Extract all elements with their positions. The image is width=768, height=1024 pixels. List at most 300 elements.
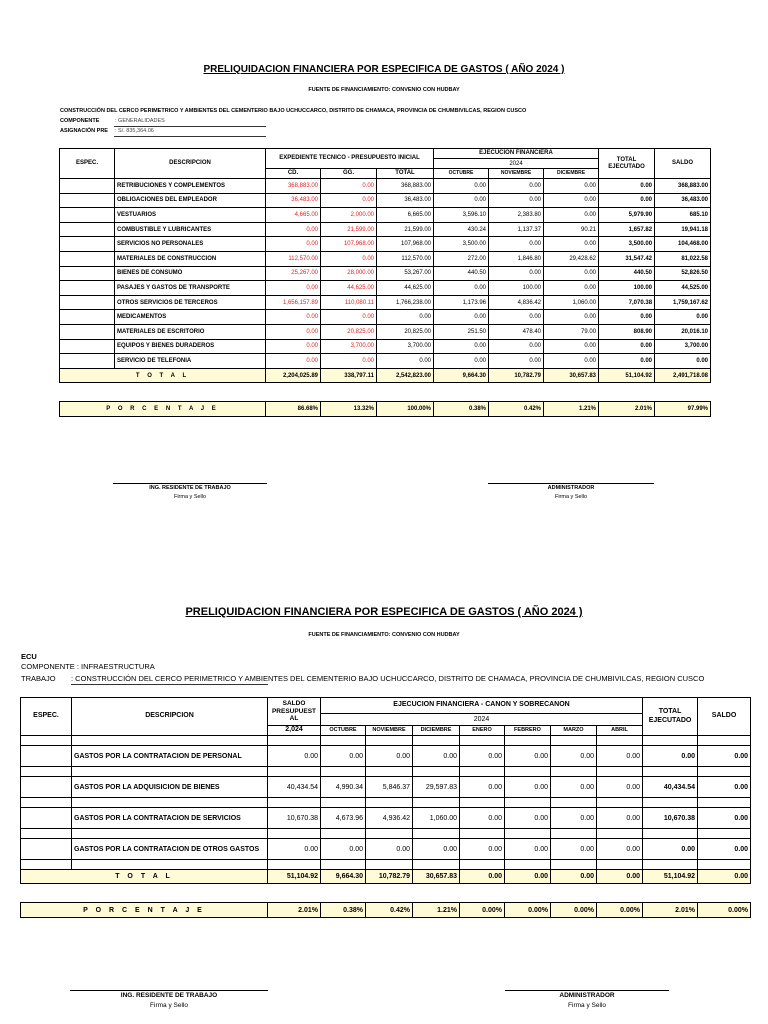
- spacer-cell: [413, 860, 460, 870]
- row-noviembre: 0.00: [489, 193, 544, 208]
- row-espec: [60, 310, 115, 325]
- row-diciembre: 0.00: [544, 208, 599, 223]
- doc2-total-label: T O T A L: [21, 870, 268, 884]
- row-enero: 0.00: [460, 839, 505, 860]
- row-espec: [60, 222, 115, 237]
- row-gg: 0.00: [321, 193, 377, 208]
- doc2-col-descripcion: DESCRIPCION: [72, 698, 268, 736]
- row-espec: [60, 324, 115, 339]
- row-octubre: 0.00: [434, 193, 489, 208]
- doc2-signature-left-line: [70, 990, 268, 991]
- spacer-cell: [597, 767, 643, 777]
- row-gg: 0.00: [321, 310, 377, 325]
- row-saldo-presupuestal: 40,434.54: [268, 777, 321, 798]
- doc2-trabajo: [21, 674, 704, 683]
- row-cd: 4,665.00: [266, 208, 321, 223]
- row-total-ejecutado: 440.50: [599, 266, 655, 281]
- row-octubre: 0.00: [434, 310, 489, 325]
- doc2-pct-abr: 0.00%: [597, 903, 643, 918]
- doc2-col-saldo-presupuestal: SALDO PRESUPUEST AL: [268, 698, 321, 726]
- row-espec: [60, 295, 115, 310]
- row-diciembre: 0.00: [413, 746, 460, 767]
- row-noviembre: 0.00: [489, 237, 544, 252]
- doc2-total-feb: 0.00: [505, 870, 551, 884]
- doc1-percent-row: [60, 402, 711, 417]
- row-noviembre: 4,836.42: [489, 295, 544, 310]
- row-descripcion: COMBUSTIBLE Y LUBRICANTES: [115, 222, 266, 237]
- row-noviembre: 0.00: [366, 746, 413, 767]
- doc1-funding: FUENTE DE FINANCIAMIENTO: CONVENIO CON HUDBAY: [308, 87, 460, 93]
- doc2-rows: [21, 736, 751, 870]
- row-marzo: 0.00: [551, 808, 597, 829]
- row-total: 1,766,238.00: [377, 295, 434, 310]
- row-gg: 0.00: [321, 179, 377, 194]
- spacer-cell: [460, 736, 505, 746]
- table-row: [21, 746, 751, 767]
- row-noviembre: 5,846.37: [366, 777, 413, 798]
- doc1-col-year: 2024: [434, 159, 599, 169]
- row-diciembre: 0.00: [544, 193, 599, 208]
- row-total: 0.00: [377, 310, 434, 325]
- spacer-cell: [698, 767, 751, 777]
- spacer-cell: [460, 767, 505, 777]
- doc1-asignacion-value: : S/. 835,364.06: [115, 128, 154, 134]
- row-octubre: 430.24: [434, 222, 489, 237]
- row-saldo: 19,941.18: [655, 222, 711, 237]
- row-saldo: 368,883.00: [655, 179, 711, 194]
- row-octubre: 3,500.00: [434, 237, 489, 252]
- row-cd: 25,267.00: [266, 266, 321, 281]
- row-total: 53,267.00: [377, 266, 434, 281]
- doc1-signature-left-sub: Firma y Sello: [173, 494, 207, 500]
- doc1-signature-right-sub: Firma y Sello: [554, 494, 588, 500]
- spacer-cell: [505, 798, 551, 808]
- doc2-col-abril: ABRIL: [597, 726, 643, 736]
- doc2-title: PRELIQUIDACION FINANCIERA POR ESPECIFICA DE GASTOS ( AÑO 2024 ): [185, 606, 583, 618]
- spacer-cell: [413, 829, 460, 839]
- row-gg: 107,968.00: [321, 237, 377, 252]
- row-espec: [60, 251, 115, 266]
- row-diciembre: 79.00: [544, 324, 599, 339]
- row-total: 0.00: [377, 354, 434, 369]
- doc2-pct-feb: 0.00%: [505, 903, 551, 918]
- row-espec: [60, 266, 115, 281]
- row-noviembre: 2,383.80: [489, 208, 544, 223]
- row-febrero: 0.00: [505, 839, 551, 860]
- doc1-percent-table: [59, 401, 711, 417]
- doc1-pct-nov: 0.42%: [489, 402, 544, 417]
- doc2-signature-left: [70, 990, 268, 1009]
- table-row: [21, 839, 751, 860]
- row-descripcion: BIENES DE CONSUMO: [115, 266, 266, 281]
- row-noviembre: 478.40: [489, 324, 544, 339]
- row-saldo: 0.00: [698, 746, 751, 767]
- row-espec: [60, 179, 115, 194]
- row-enero: 0.00: [460, 777, 505, 798]
- row-total-ejecutado: 0.00: [599, 193, 655, 208]
- row-abril: 0.00: [597, 777, 643, 798]
- row-gg: 110,080.11: [321, 295, 377, 310]
- doc1-signature-right-line: [488, 483, 654, 484]
- doc1-componente: [60, 118, 165, 124]
- row-descripcion: PASAJES Y GASTOS DE TRANSPORTE: [115, 281, 266, 296]
- row-cd: 36,483.00: [266, 193, 321, 208]
- row-octubre: 4,990.34: [321, 777, 366, 798]
- row-descripcion: GASTOS POR LA ADQUISICION DE BIENES: [72, 777, 268, 798]
- doc2-col-year: 2024: [321, 714, 643, 726]
- spacer-row: [21, 798, 751, 808]
- row-noviembre: 0.00: [489, 354, 544, 369]
- row-octubre: 0.00: [434, 281, 489, 296]
- doc1-total-gg: 338,797.11: [321, 368, 377, 383]
- doc1-col-total: TOTAL: [377, 169, 434, 179]
- row-descripcion: MATERIALES DE CONSTRUCCION: [115, 251, 266, 266]
- doc2-col-febrero: FEBRERO: [505, 726, 551, 736]
- doc1-pct-dic: 1.21%: [544, 402, 599, 417]
- row-total: 44,625.00: [377, 281, 434, 296]
- row-diciembre: 1,060.00: [544, 295, 599, 310]
- spacer-cell: [643, 829, 698, 839]
- doc1-col-octubre: OCTUBRE: [434, 169, 489, 179]
- doc1-total-row: [60, 368, 711, 383]
- doc2-total-mar: 0.00: [551, 870, 597, 884]
- row-febrero: 0.00: [505, 746, 551, 767]
- spacer-cell: [21, 767, 72, 777]
- row-gg: 21,599.00: [321, 222, 377, 237]
- row-gg: 20,825.00: [321, 324, 377, 339]
- doc1-asignacion-label: ASIGNACIÓN PRE: [60, 128, 108, 134]
- row-saldo: 44,525.00: [655, 281, 711, 296]
- row-diciembre: 0.00: [413, 839, 460, 860]
- doc2-col-saldo-year: 2,024: [268, 726, 321, 736]
- spacer-cell: [321, 736, 366, 746]
- doc2-table: [20, 697, 751, 884]
- row-espec: [60, 281, 115, 296]
- spacer-row: [21, 767, 751, 777]
- row-total-ejecutado: 0.00: [643, 839, 698, 860]
- row-cd: 368,883.00: [266, 179, 321, 194]
- doc2-pct-saldo-p: 2.01%: [268, 903, 321, 918]
- row-octubre: 1,173.96: [434, 295, 489, 310]
- row-saldo: 52,826.50: [655, 266, 711, 281]
- row-noviembre: 0.00: [489, 310, 544, 325]
- doc2-total-abr: 0.00: [597, 870, 643, 884]
- row-cd: 0.00: [266, 354, 321, 369]
- row-noviembre: 0.00: [489, 179, 544, 194]
- spacer-row: [21, 829, 751, 839]
- spacer-cell: [366, 829, 413, 839]
- row-noviembre: 100.00: [489, 281, 544, 296]
- doc2-pct-nov: 0.42%: [366, 903, 413, 918]
- row-noviembre: 0.00: [366, 839, 413, 860]
- doc1-col-expediente: EXPEDIENTE TECNICO - PRESUPUESTO INICIAL: [266, 149, 434, 169]
- doc1-pct-oct: 0.38%: [434, 402, 489, 417]
- table-row: [21, 777, 751, 798]
- row-total-ejecutado: 1,657.82: [599, 222, 655, 237]
- row-descripcion: GASTOS POR LA CONTRATACION DE PERSONAL: [72, 746, 268, 767]
- row-octubre: 251.50: [434, 324, 489, 339]
- row-total-ejecutado: 5,979.90: [599, 208, 655, 223]
- row-total-ejecutado: 7,070.38: [599, 295, 655, 310]
- spacer-cell: [597, 860, 643, 870]
- spacer-cell: [505, 860, 551, 870]
- doc2-col-diciembre: DICIEMBRE: [413, 726, 460, 736]
- spacer-cell: [72, 829, 268, 839]
- table-row: [60, 266, 711, 281]
- row-gg: 0.00: [321, 251, 377, 266]
- doc2-percent-table: [20, 902, 751, 918]
- spacer-cell: [21, 860, 72, 870]
- spacer-cell: [460, 829, 505, 839]
- row-total-ejecutado: 100.00: [599, 281, 655, 296]
- spacer-cell: [505, 767, 551, 777]
- spacer-cell: [366, 798, 413, 808]
- row-octubre: 0.00: [321, 746, 366, 767]
- row-gg: 2,000.00: [321, 208, 377, 223]
- row-descripcion: VESTUARIOS: [115, 208, 266, 223]
- doc2-col-espec: ESPEC.: [21, 698, 72, 736]
- spacer-cell: [413, 798, 460, 808]
- row-diciembre: 1,060.00: [413, 808, 460, 829]
- spacer-cell: [698, 860, 751, 870]
- spacer-cell: [72, 798, 268, 808]
- row-saldo: 36,483.00: [655, 193, 711, 208]
- row-saldo: 81,022.58: [655, 251, 711, 266]
- doc1-signature-right: [488, 483, 654, 500]
- doc1-project: CONSTRUCCIÓN DEL CERCO PERIMETRICO Y AMBIENTES DEL CEMENTERIO BAJO UCHUCCARCO, DISTRITO DE CHAMACA, PROVINCIA DE CHUMBIVILCAS, REGION CUSCO: [60, 108, 527, 114]
- spacer-cell: [21, 736, 72, 746]
- doc2-signature-right: [505, 990, 669, 1009]
- doc1-pct-label: P O R C E N T A J E: [60, 402, 266, 417]
- spacer-cell: [505, 829, 551, 839]
- row-total-ejecutado: 40,434.54: [643, 777, 698, 798]
- spacer-cell: [268, 767, 321, 777]
- spacer-cell: [366, 736, 413, 746]
- table-row: [60, 251, 711, 266]
- doc2-pct-oct: 0.38%: [321, 903, 366, 918]
- row-cd: 0.00: [266, 324, 321, 339]
- doc1-pct-gg: 13.32%: [321, 402, 377, 417]
- row-total: 6,665.00: [377, 208, 434, 223]
- doc2-pct-mar: 0.00%: [551, 903, 597, 918]
- doc2-signature-left-sub: Firma y Sello: [150, 1002, 188, 1009]
- doc1-pct-saldo: 97.99%: [655, 402, 711, 417]
- spacer-cell: [698, 829, 751, 839]
- doc2-total-row: [21, 870, 751, 884]
- doc1-col-total-ejecutado: TOTAL EJECUTADO: [599, 149, 655, 179]
- doc2-percent-row: [21, 903, 751, 918]
- table-row: [60, 237, 711, 252]
- spacer-cell: [698, 736, 751, 746]
- spacer-cell: [643, 767, 698, 777]
- row-saldo: 0.00: [698, 777, 751, 798]
- row-descripcion: GASTOS POR LA CONTRATACION DE OTROS GASTOS: [72, 839, 268, 860]
- doc2-pct-saldo: 0.00%: [698, 903, 751, 918]
- row-total-ejecutado: 0.00: [599, 179, 655, 194]
- row-saldo-presupuestal: 10,670.38: [268, 808, 321, 829]
- row-octubre: 272.00: [434, 251, 489, 266]
- doc2-pct-dic: 1.21%: [413, 903, 460, 918]
- spacer-cell: [321, 860, 366, 870]
- row-enero: 0.00: [460, 808, 505, 829]
- doc1-signature-left-line: [113, 483, 267, 484]
- doc1-title: PRELIQUIDACION FINANCIERA POR ESPECIFICA DE GASTOS ( AÑO 2024 ): [203, 64, 565, 75]
- spacer-cell: [72, 860, 268, 870]
- doc2-col-marzo: MARZO: [551, 726, 597, 736]
- doc2-col-enero: ENERO: [460, 726, 505, 736]
- row-espec: [21, 777, 72, 798]
- row-gg: 0.00: [321, 354, 377, 369]
- row-marzo: 0.00: [551, 839, 597, 860]
- row-total: 21,599.00: [377, 222, 434, 237]
- row-saldo: 20,016.10: [655, 324, 711, 339]
- spacer-cell: [366, 767, 413, 777]
- doc2-signature-left-name: ING. RESIDENTE DE TRABAJO: [120, 992, 218, 999]
- spacer-cell: [460, 798, 505, 808]
- doc2-total-saldo-p: 51,104.92: [268, 870, 321, 884]
- row-total: 368,883.00: [377, 179, 434, 194]
- row-octubre: 0.00: [321, 839, 366, 860]
- row-espec: [60, 354, 115, 369]
- doc1-col-descripcion: DESCRIPCION: [115, 149, 266, 179]
- row-total-ejecutado: 0.00: [599, 310, 655, 325]
- doc1-col-saldo: SALDO: [655, 149, 711, 179]
- row-saldo-presupuestal: 0.00: [268, 746, 321, 767]
- row-gg: 3,700.00: [321, 339, 377, 354]
- table-row: [60, 281, 711, 296]
- spacer-cell: [72, 767, 268, 777]
- doc1-asignacion-underline: [114, 136, 266, 137]
- doc1-total-cd: 2,204,025.89: [266, 368, 321, 383]
- doc2-total-oct: 9,664.30: [321, 870, 366, 884]
- spacer-cell: [698, 798, 751, 808]
- row-espec: [21, 808, 72, 829]
- row-descripcion: EQUIPOS Y BIENES DURADEROS: [115, 339, 266, 354]
- row-espec: [60, 237, 115, 252]
- doc2-componente: COMPONENTE : INFRAESTRUCTURA: [21, 662, 155, 671]
- row-diciembre: 29,428.62: [544, 251, 599, 266]
- row-total-ejecutado: 0.00: [599, 354, 655, 369]
- row-noviembre: 4,936.42: [366, 808, 413, 829]
- row-total: 112,570.00: [377, 251, 434, 266]
- row-total: 20,825.00: [377, 324, 434, 339]
- doc1-signature-left: [113, 483, 267, 500]
- row-abril: 0.00: [597, 839, 643, 860]
- table-row: [60, 222, 711, 237]
- row-saldo: 3,700.00: [655, 339, 711, 354]
- row-espec: [21, 839, 72, 860]
- doc1-pct-total: 100.00%: [377, 402, 434, 417]
- row-total: 36,483.00: [377, 193, 434, 208]
- doc2-total-saldo: 0.00: [698, 870, 751, 884]
- table-row: [60, 295, 711, 310]
- table-row: [60, 208, 711, 223]
- spacer-row: [21, 736, 751, 746]
- row-diciembre: 90.21: [544, 222, 599, 237]
- row-descripcion: MATERIALES DE ESCRITORIO: [115, 324, 266, 339]
- row-espec: [60, 339, 115, 354]
- doc2-pct-ejec: 2.01%: [643, 903, 698, 918]
- doc2-trabajo-label: TRABAJO: [21, 674, 56, 683]
- spacer-cell: [597, 829, 643, 839]
- doc1-pct-ejec: 2.01%: [599, 402, 655, 417]
- row-total-ejecutado: 0.00: [599, 339, 655, 354]
- spacer-cell: [551, 736, 597, 746]
- doc1-col-ejecucion: EJECUCION FINANCIERA: [434, 149, 599, 159]
- row-cd: 0.00: [266, 222, 321, 237]
- doc2-total-ene: 0.00: [460, 870, 505, 884]
- doc1-total-nov: 10,782.79: [489, 368, 544, 383]
- row-saldo: 0.00: [655, 354, 711, 369]
- row-abril: 0.00: [597, 808, 643, 829]
- spacer-cell: [268, 860, 321, 870]
- row-saldo: 104,468.00: [655, 237, 711, 252]
- row-espec: [60, 193, 115, 208]
- spacer-cell: [366, 860, 413, 870]
- row-espec: [21, 746, 72, 767]
- doc1-pct-cd: 86.68%: [266, 402, 321, 417]
- row-total-ejecutado: 3,500.00: [599, 237, 655, 252]
- spacer-cell: [551, 829, 597, 839]
- row-saldo: 0.00: [655, 310, 711, 325]
- spacer-cell: [413, 767, 460, 777]
- row-saldo: 685.10: [655, 208, 711, 223]
- row-saldo-presupuestal: 0.00: [268, 839, 321, 860]
- doc1-table: [59, 148, 711, 383]
- spacer-cell: [21, 798, 72, 808]
- row-cd: 1,656,157.89: [266, 295, 321, 310]
- doc1-total-ejec: 51,104.92: [599, 368, 655, 383]
- spacer-cell: [597, 736, 643, 746]
- row-octubre: 0.00: [434, 179, 489, 194]
- table-row: [60, 179, 711, 194]
- row-octubre: 0.00: [434, 339, 489, 354]
- row-febrero: 0.00: [505, 777, 551, 798]
- table-row: [60, 354, 711, 369]
- spacer-cell: [321, 798, 366, 808]
- row-enero: 0.00: [460, 746, 505, 767]
- row-descripcion: OBLIGACIONES DEL EMPLEADOR: [115, 193, 266, 208]
- doc1-col-espec: ESPEC.: [60, 149, 115, 179]
- row-diciembre: 0.00: [544, 281, 599, 296]
- row-descripcion: RETRIBUCIONES Y COMPLEMENTOS: [115, 179, 266, 194]
- spacer-cell: [321, 767, 366, 777]
- row-total-ejecutado: 808.90: [599, 324, 655, 339]
- row-diciembre: 0.00: [544, 237, 599, 252]
- row-febrero: 0.00: [505, 808, 551, 829]
- doc1-col-gg: GG.: [321, 169, 377, 179]
- row-marzo: 0.00: [551, 777, 597, 798]
- spacer-cell: [551, 767, 597, 777]
- row-diciembre: 29,597.83: [413, 777, 460, 798]
- doc2-col-saldo: SALDO: [698, 698, 751, 736]
- row-diciembre: 0.00: [544, 354, 599, 369]
- doc1-componente-underline: [114, 126, 266, 127]
- doc2-trabajo-value: : CONSTRUCCIÓN DEL CERCO PERIMETRICO Y AMBIENTES DEL CEMENTERIO BAJO UCHUCCARCO, DISTRITO DE CHAMACA, PROVINCIA DE CHUMBIVILCAS, REGION CUSCO: [71, 674, 705, 683]
- row-descripcion: OTROS SERVICIOS DE TERCEROS: [115, 295, 266, 310]
- spacer-cell: [505, 736, 551, 746]
- spacer-cell: [597, 798, 643, 808]
- row-noviembre: 0.00: [489, 266, 544, 281]
- row-cd: 0.00: [266, 281, 321, 296]
- doc1-total-saldo: 2,491,718.08: [655, 368, 711, 383]
- row-gg: 44,625.00: [321, 281, 377, 296]
- doc2-signature-right-name: ADMINISTRADOR: [559, 992, 615, 999]
- spacer-cell: [460, 860, 505, 870]
- spacer-cell: [268, 798, 321, 808]
- doc2-total-nov: 10,782.79: [366, 870, 413, 884]
- table-row: [60, 339, 711, 354]
